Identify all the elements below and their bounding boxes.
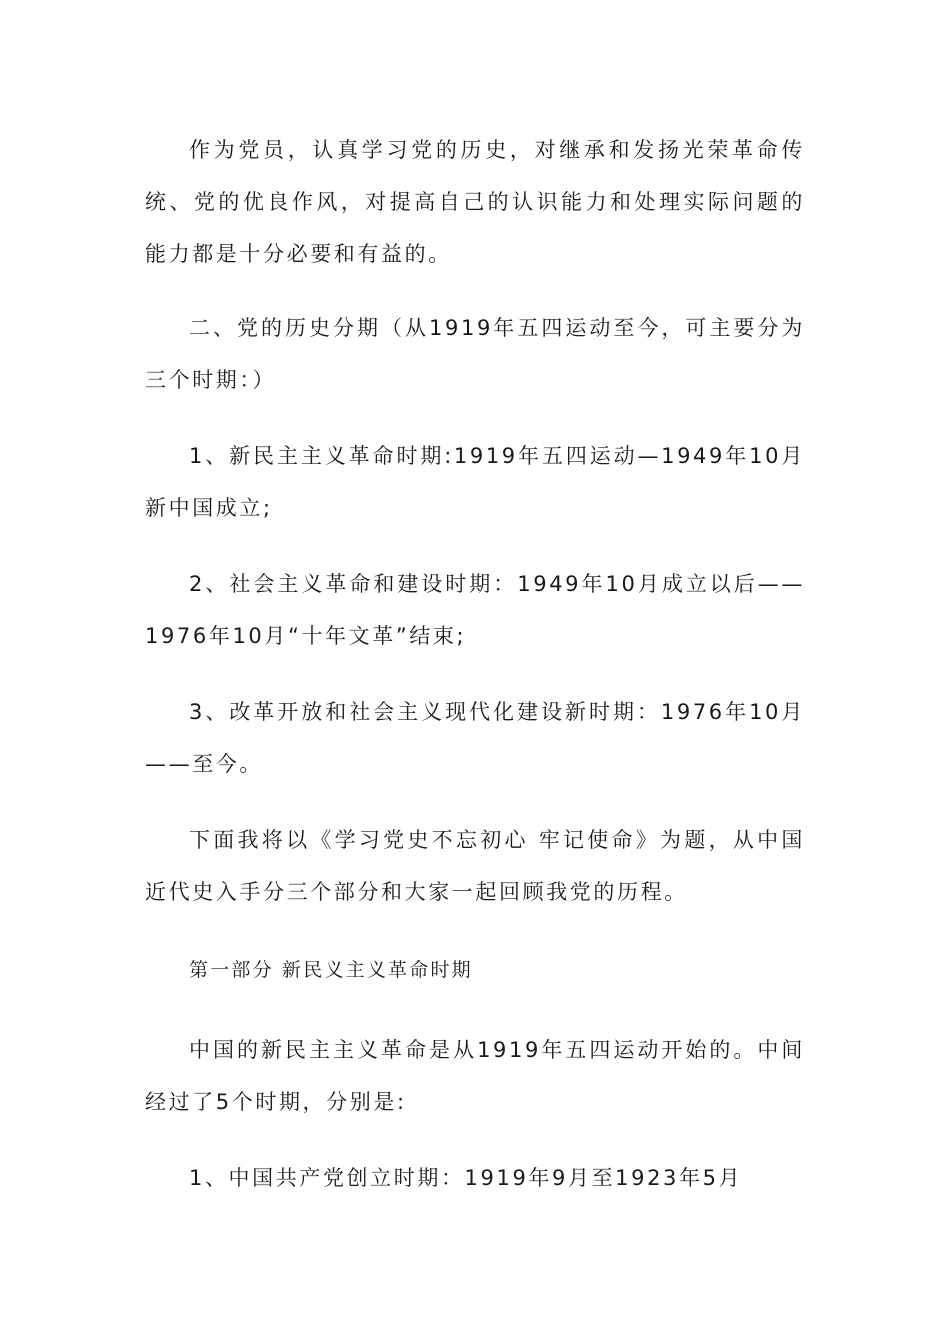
section-heading-part-one: 第一部分 新民义主义革命时期 [189,959,473,981]
paragraph-founding-period: 1、中国共产党创立时期：1919年9月至1923年5月 [189,1166,743,1190]
paragraph-new-democratic-revolution: 中国的新民主主义革命是从1919年五四运动开始的。中间经过了5个时期，分别是: [145,1038,805,1114]
paragraph-party-history-importance: 作为党员，认真学习党的历史，对继承和发扬光荣革命传统、党的优良作风，对提高自己的认识能力和处理实际问题的能力都是十分必要和有益的。 [145,138,805,266]
paragraph-period-3: 3、改革开放和社会主义现代化建设新时期：1976年10月——至今。 [145,700,805,776]
paragraph-speech-intro: 下面我将以《学习党史不忘初心 牢记使命》为题，从中国近代史入手分三个部分和大家一起回顾我党的历程。 [145,828,805,904]
paragraph-period-2: 2、社会主义革命和建设时期：1949年10月成立以后——1976年10月“十年文革”结束; [145,572,805,648]
paragraph-period-1: 1、新民主主义革命时期:1919年五四运动—1949年10月新中国成立; [145,444,805,520]
paragraph-history-periods-intro: 二、党的历史分期（从1919年五四运动至今，可主要分为三个时期：） [145,316,805,392]
